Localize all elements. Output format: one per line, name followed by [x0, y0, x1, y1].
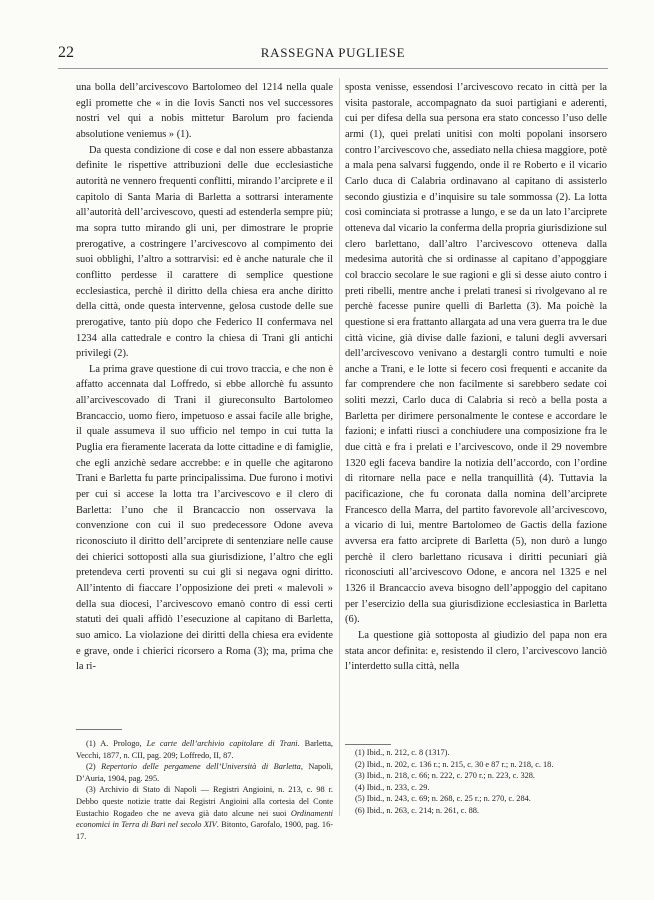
footnote: (3) Ibid., n. 218, c. 66; n. 222, c. 270 r.; n. 223, c. 328. [355, 771, 535, 781]
footnote: (6) Ibid., n. 263, c. 214; n. 261, c. 88. [355, 805, 479, 815]
right-column [345, 80, 607, 675]
footnote: (2) Ibid., n. 202, c. 136 r.; n. 215, c. 30 e 87 r.; n. 218, c. 18. [355, 759, 554, 769]
header-rule [58, 68, 608, 69]
footnotes-left [76, 738, 333, 842]
paragraph: Da questa condizione di cose e dal non essere abbastanza definite le rispettive attribuzioni delle due ecclesiastiche autorità ne vennero frequenti conflitti, mirando l’arciprete e il capitolo di Santa Maria di Barletta a sottrarsi interamente all’autorità dell’arcivescovo, questi ad estenderla sempre più; ma sopra tutto mirando gli uni, per dimostrare le proprie prerogative, a costringere l’arcivescovo al compimento dei suoi obblighi, l’altro a sottrarvisi: ed è anche naturale che il conflitto perdesse il carattere di semplice questione ecclesiastica, perchè il diritto della chiesa era anche diritto della città, onde questa intervenne, gelosa custode delle sue prerogative, tanto più dopo che Federico II confermava nel 1234 alla cattedrale e contro la chiesa di Trani gli antichi privilegi (2). [76, 144, 333, 360]
page-number: 22 [58, 44, 74, 61]
left-column [76, 80, 333, 675]
footnote: (1) Ibid., n. 212, c. 8 (1317). [355, 748, 450, 757]
footnote: (1) A. Prologo, Le carte dell’archivio capitolare di Trani. Barletta, Vecchi, 1877, n. CII, pag. 209; Loffredo, II, 87. [76, 739, 333, 760]
footnotes-right [345, 747, 607, 817]
column-divider [339, 78, 340, 816]
paragraph: La prima grave questione di cui trovo traccia, e che non è affatto accennata dal Loffredo, si ebbe allorchè fu assunto all’arcivescovado di Trani il giureconsulto Bartolomeo Brancaccio, uomo fiero, impetuoso e assai facile alle brighe, il quale assumeva il suo ufficio nel tempo in cui tutta la Puglia era fieramente lacerata da lotte cittadine e di famiglie, che egli anzichè sedare accrebbe: e in quelle che agitarono Trani e Barletta fu parte principalissima. Due furono i motivi per cui si accese la lotta tra l’arcivescovo e il clero di Barletta: l’uno che il Brancaccio non osservava la convenzione con cui il suo predecessore Odone aveva riconosciuto il diritto dell’arciprete di sentenziare nelle cause dei chierici sottoposti alla sua giurisdizione, l’altro che egli pretendeva certi proventi su cui gli si negava ogni diritto. All’intento di fiaccare l’opposizione dei preti « malevoli » della sua diocesi, l’arcivescovo emanò contro di essi certi statuti dei quali affidò l’esecuzione al capitano di Barletta, suo amico. La violazione dei diritti della chiesa era evidente e grave, onde i chierici ricorsero a Roma (3); ma, prima che la ri- [76, 363, 333, 673]
running-title: RASSEGNA PUGLIESE [260, 45, 406, 60]
paragraph: La questione già sottoposta al giudizio del papa non era stata ancor definita: e, resistendo il clero, l’arcivescovo lanciò l’interdetto sulla città, nella [345, 629, 607, 673]
page-header [58, 44, 608, 66]
paragraph: una bolla dell’arcivescovo Bartolomeo del 1214 nella quale egli promette che « in die Iovis Sancti nos vel successores nostri vel qui a nobis mittetur Barolum pro facienda absolutione veniemus » (1). [76, 82, 333, 140]
paragraph: sposta venisse, essendosi l’arcivescovo recato in città per la visita pastorale, accompagnato da suoi partigiani e aderenti, cui per difesa della sua persona era stato concesso l’uso delle armi (1), quei prelati unitisi con molti popolani insorsero contro l’arcivescovo che, assediato nella chiesa maggiore, potè a mala pena salvarsi fuggendo, onde il re Roberto e il vicario Carlo duca di Calabria ordinavano al capitano di assisterlo secondo giustizia e d’inquisire su tale sommossa (2). La lotta così cominciata si protrasse a lungo, e se da un lato l’arciprete otteneva dal vicario la conferma della propria giurisdizione sul clero barlettano, dall’altro l’arcivescovo otteneva dalla medesima autorità che si ordinasse al capitano d’appoggiare col braccio secolare le sue ragioni e gli si desse aiuto contro i preti ribelli, mentre anche i prelati tranesi si rivolgevano al re perchè facesse punire quelli di Barletta (3). Ma poichè la questione si era frattanto allargata ad una vera guerra tra le due città vicine, già divise dalle fazioni, e taluni degli avversari dell’arcivescovo venivano a destargli contro tumulti e noie anche a Trani, e le lotte si fecero così frequenti e accanite da far comprendere che non facilmente si sarebbero sedate coi soliti mezzi, Carlo duca di Calabria si recò a bella posta a Barletta per dirimere personalmente le contese e accordare le fazioni; e infatti riuscì a conchiudere una composizione fra le due città e fra i prelati e l’arcivescovo, onde il 29 novembre 1320 egli faceva bandire la notizia dell’accordo, con l’ordine di ritornare nella pace e nella tranquillità (4). Tuttavia la pacificazione, che fu coronata dalla nomina dell’arciprete Francesco della Marra, del partito favorevole all’arcivescovo, a vicario di lui, mentre Bartolomeo de Gactis della fazione avversa era fatto arciprete di Barletta (5), non durò a lungo perchè il clero barlettano ricusava i diritti pecuniari già riconosciuti all’arcivescovo Odone, e ancora nel 1325 e nel 1326 il Brancaccio aveva bisogno dell’appoggio del capitano per l’esercizio della sua giurisdizione ecclesiastica in Barletta (6). [345, 82, 607, 626]
footnote-rule [345, 744, 391, 745]
footnote: (2) Repertorio delle pergamene dell’Università di Barletta, Napoli, D’Auria, 1904, pag. 295. [76, 762, 333, 783]
footnote: (4) Ibid., n. 233, c. 29. [355, 782, 430, 792]
footnote: (5) Ibid., n. 243, c. 69; n. 268, c. 25 r.; n. 270, c. 284. [355, 794, 531, 804]
footnote: (3) Archivio di Stato di Napoli — Registri Angioini, n. 213, c. 98 r. Debbo queste notizie tratte dai Registri Angioini alla cortesia del Conte Eustachio Rogadeo che ne aveva già dato alcune nei suoi Ordinamenti economici in Terra di Bari nel secolo XIV. Bitonto, Garofalo, 1900, pag. 16-17. [76, 785, 333, 841]
footnote-rule [76, 729, 122, 730]
